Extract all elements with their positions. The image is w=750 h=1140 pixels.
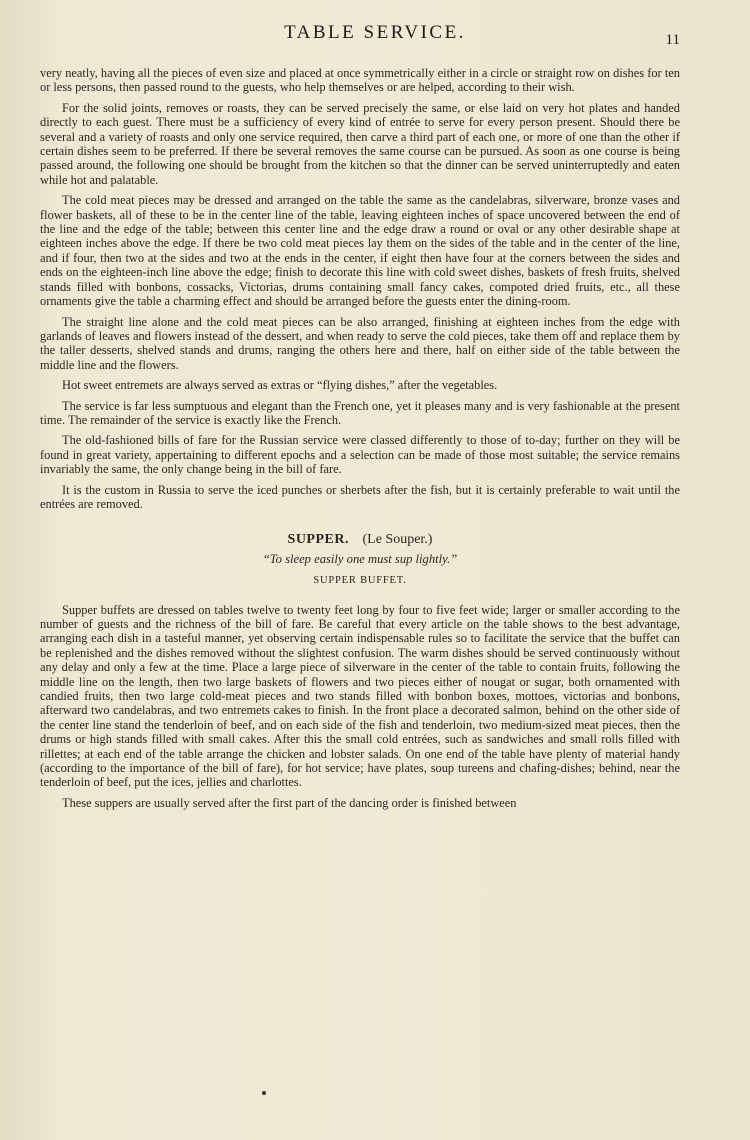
- section-heading-supper: [40, 533, 680, 547]
- paragraph-supper-buffets: Supper buffets are dressed on tables twelve to twenty feet long by four to five feet wide; larger or smaller according to the number of guests and the richness of the bill of fare. Be careful that every article on the table shows to the best advantage, arranging each dish in a tasteful manner, yet observing certain indispensable rules so to facilitate the service that the buffet can be replenished and the dishes removed without the slightest confusion. The warm dishes should be served continuously without any delay and only a few at the time. Place a large piece of silverware in the center of the table to contain fruits, following the middle line on the length, then two large baskets of flowers and two pieces either of nougat or sugar, both ornamented with candied fruits, then two large cold-meat pieces and two stands filled with bonbon boxes, mottoes, victorias and bonbons, afterward two candelabras, and two entremets cakes to finish. In the front place a decorated salmon, behind on the other side of the center line stand the tenderloin of beef, and on each side of the fish and tenderloin, two medium-sized meat pieces, then the drums or high stands filled with small cakes. After this the small cold entrées, such as sandwiches and small rolls filled with rillettes; at each end of the table arrange the chicken and lobster salads. On one end of the table have plenty of material handy (according to the importance of the bill of fare), for hot service; have plates, soup tureens and chafing-dishes; behind, near the tenderloin of beef, put the ices, jellies and charlottes.: [40, 602, 680, 790]
- paragraph-russia-custom: It is the custom in Russia to serve the iced punches or sherbets after the fish, but it is certainly preferable to wait until the entrées are removed.: [40, 482, 680, 511]
- paragraph-continued: very neatly, having all the pieces of even size and placed at once symmetrically either in a circle or straight row on dishes for ten or less persons, then passed round to the guests, who help themselves or are helped, according to their wish.: [40, 66, 680, 95]
- paragraph-straight-line: The straight line alone and the cold meat pieces can be also arranged, finishing at eighteen inches from the edge with garlands of leaves and flowers instead of the dessert, and when ready to serve the cold pieces, take them off and replace them by the taller desserts, shelved stands and drums, ranging the others here and there, half on either side of the table between the middle line and the flowers.: [40, 314, 680, 372]
- body-text: [40, 66, 680, 816]
- page-mark: [262, 1091, 266, 1095]
- page-number: 11: [665, 32, 680, 48]
- supper-heading-french: (Le Souper.): [362, 532, 433, 548]
- paragraph-solid-joints: For the solid joints, removes or roasts, they can be served precisely the same, or else laid on very hot plates and handed directly to each guest. There must be a sufficiency of every kind of entrée to serve for every person present. Should there be several and a variety of roasts and only one service required, then carve a third part of each one, or more of one than the other if certain dishes seem to be preferred. If there be several removes the same course can be pursued. As soon as one course is being passed around, the following one should be brought from the kitchen so that the dinner can be served uninterruptedly and eaten while hot and palatable.: [40, 100, 680, 187]
- supper-heading: SUPPER.: [287, 532, 349, 548]
- supper-buffet-subheading: SUPPER BUFFET.: [313, 575, 407, 587]
- paragraph-cold-meat-pieces: The cold meat pieces may be dressed and arranged on the table the same as the candelabras, silverware, bronze vases and flower baskets, all of these to be in the center line of the table, leaving eighteen inches of space uncovered between the end of the line and the edge of the table; between this center line and the edge draw a round or oval or any other desirable shape at eighteen inches above the edge. If there be two cold meat pieces lay them on the sides of the table and in the center of the line, and if four, then two at the sides and two at the ends in the center, if eight then have four at the corners between the sides and ends on the eighteen-inch line above the edge; finish to decorate this line with cold sweet dishes, baskets of fresh fruits, shelved stands filled with bonbons, cossacks, Victorias, drums containing small fancy cakes, compoted dried fruits, etc., all these ornaments give the table a charming effect and should be arranged before the guests enter the dining-room.: [40, 193, 680, 309]
- paragraph-hot-sweet-entremets: Hot sweet entremets are always served as extras or “flying dishes,” after the vegetables.: [62, 378, 498, 393]
- running-head: TABLE SERVICE.: [284, 22, 466, 43]
- paragraph-service-sumptuous: The service is far less sumptuous and elegant than the French one, yet it pleases many and is very fashionable at the present time. The remainder of the service is exactly like the French.: [40, 398, 680, 427]
- supper-epigraph: “To sleep easily one must sup lightly.”: [262, 551, 458, 566]
- paragraph-old-fashioned-bills: The old-fashioned bills of fare for the Russian service were classed differently to those of to-day; further on they will be found in great variety, appertaining to different epochs and a selection can be made of those most suitable; the service remains invariably the same, the only change being in the bill of fare.: [40, 433, 680, 477]
- page-header: [0, 22, 750, 52]
- paragraph-suppers-served: These suppers are usually served after the first part of the dancing order is finished between: [62, 795, 517, 810]
